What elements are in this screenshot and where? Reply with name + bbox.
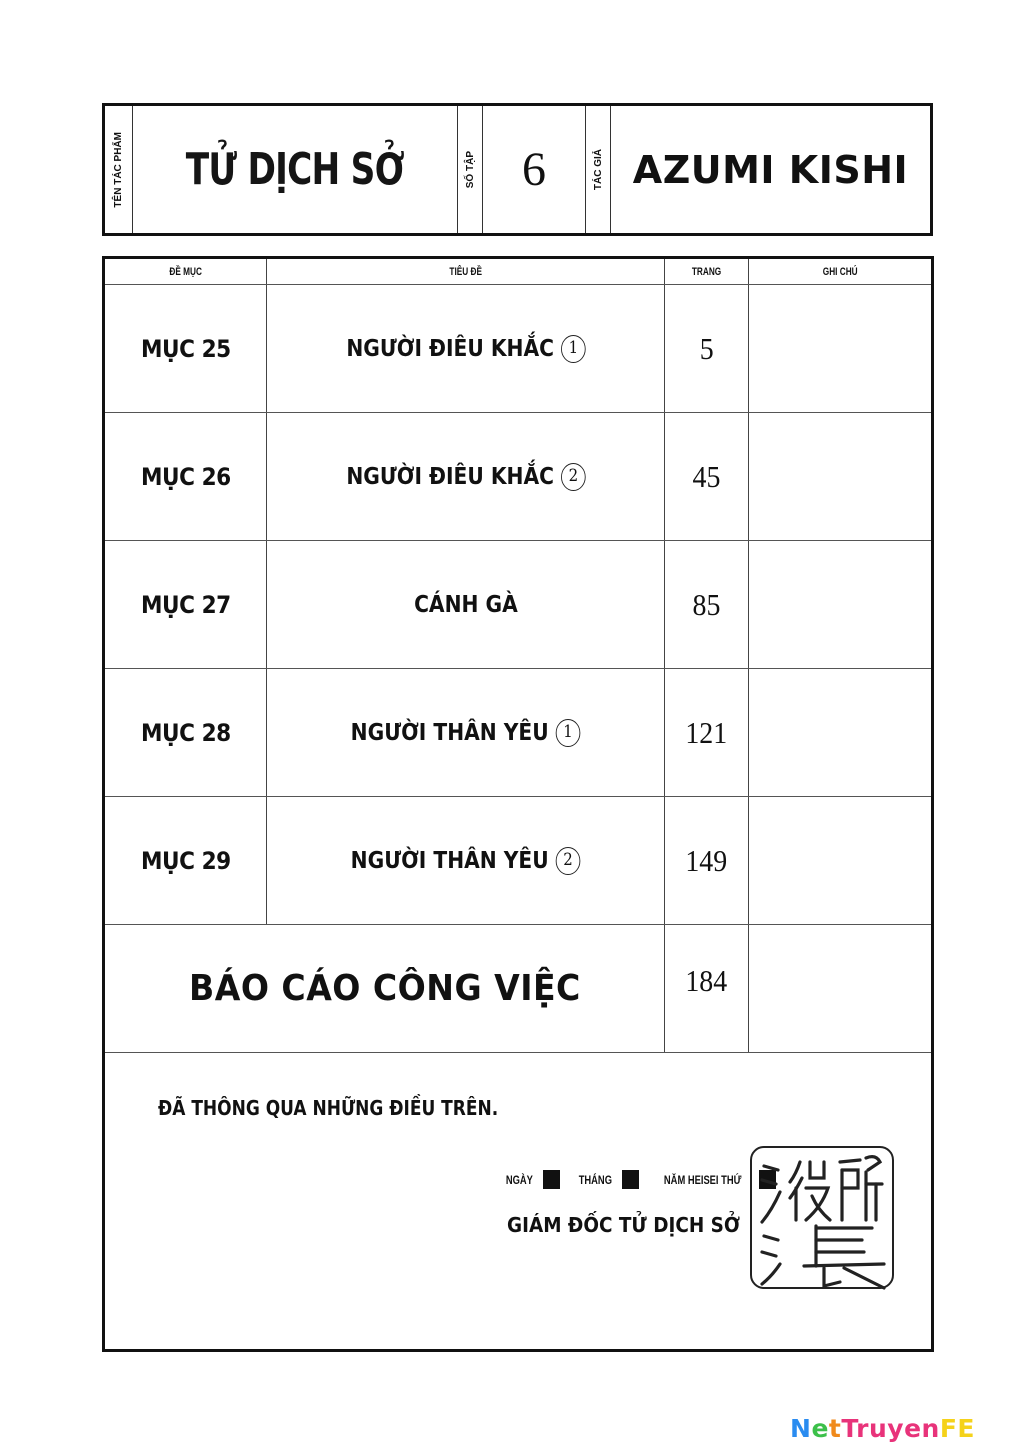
watermark-part: FE [939,1414,975,1443]
col-header-note [749,259,931,284]
day-label: NGÀY [505,1172,533,1187]
part-number-circle: 2 [556,847,581,875]
chapter-title [414,592,518,618]
series-title: TỬ DỊCH SỞ [185,144,405,195]
chapter-title-text: NGƯỜI THÂN YÊU [350,719,549,746]
section-cell [105,669,267,796]
volume-label: SỐ TẬP [464,150,476,189]
title-cell [267,797,665,924]
table-row [105,413,931,541]
title-label: TÊN TÁC PHẨM [113,131,124,208]
table-row [105,797,931,925]
col-header-label: TRANG [691,265,722,278]
section-cell [105,285,267,412]
author-label-cell [586,106,611,233]
note-cell [749,413,931,540]
author-cell [611,106,930,233]
section-label: MỤC 26 [140,462,231,491]
volume-label-cell [458,106,483,233]
title-cell [267,285,665,412]
table-header-row [105,259,931,285]
col-header-label: TIÊU ĐỀ [449,265,482,278]
col-header-title [267,259,665,284]
title-cell [267,413,665,540]
volume-number: 6 [522,143,546,196]
section-cell [105,797,267,924]
page-cell [665,797,749,924]
chapter-title [346,335,585,363]
title-block [102,103,933,236]
table-row [105,541,931,669]
col-header-page [665,259,749,284]
title-label-cell [105,106,133,233]
chapter-title-text: NGƯỜI ĐIÊU KHẮC [345,463,554,490]
redacted-block [543,1170,560,1189]
report-title-cell [105,925,665,1052]
page-number: 45 [692,458,721,494]
month-label: THÁNG [578,1172,612,1187]
watermark-part: N [790,1414,812,1443]
site-watermark [790,1414,975,1443]
part-number-circle: 1 [561,335,586,363]
page-number: 121 [685,714,728,750]
page-cell [665,925,749,1052]
watermark-part: Truyen [841,1414,940,1443]
section-cell [105,413,267,540]
table-row [105,285,931,413]
title-cell [267,669,665,796]
page-number: 149 [685,842,728,878]
title-cell [133,106,458,233]
page-cell [665,285,749,412]
chapter-title [351,719,581,747]
part-number-circle: 1 [556,719,581,747]
note-cell [749,285,931,412]
page-number: 85 [692,586,721,622]
date-line [502,1170,776,1189]
note-cell [749,797,931,924]
chapter-title-text: CÁNH GÀ [413,591,518,618]
table-row [105,669,931,797]
col-header-label: ĐỀ MỤC [169,265,202,278]
col-header-label: GHI CHÚ [822,265,858,278]
section-label: MỤC 27 [140,590,231,619]
chapter-title-text: NGƯỜI THÂN YÊU [350,847,549,874]
redacted-block [622,1170,639,1189]
report-row [105,925,931,1053]
signatory-title: GIÁM ĐỐC TỬ DỊCH SỞ [507,1213,740,1237]
note-cell [749,925,931,1052]
part-number-circle: 2 [561,463,586,491]
author-name: AZUMI KISHI [632,147,909,192]
section-cell [105,541,267,668]
chapter-title [346,463,585,491]
note-cell [749,541,931,668]
author-label: TÁC GIẢ [592,148,604,191]
note-cell [749,669,931,796]
seal-stamp-icon [750,1146,894,1289]
title-cell [267,541,665,668]
watermark-part: t [828,1414,842,1443]
volume-cell [483,106,586,233]
page-cell [665,541,749,668]
approval-statement: ĐÃ THÔNG QUA NHỮNG ĐIỀU TRÊN. [158,1096,499,1120]
page-number: 184 [685,963,728,998]
section-label: MỤC 29 [140,846,231,875]
year-label: NĂM HEISEI THỨ [664,1172,742,1187]
section-label: MỤC 25 [140,334,231,363]
section-label: MỤC 28 [140,718,231,747]
chapter-title [351,847,581,875]
chapter-title-text: NGƯỜI ĐIÊU KHẮC [345,335,554,362]
page-cell [665,669,749,796]
watermark-part: e [811,1414,829,1443]
page-cell [665,413,749,540]
report-title: BÁO CÁO CÔNG VIỆC [188,968,581,1009]
page-number: 5 [699,330,714,366]
col-header-section [105,259,267,284]
